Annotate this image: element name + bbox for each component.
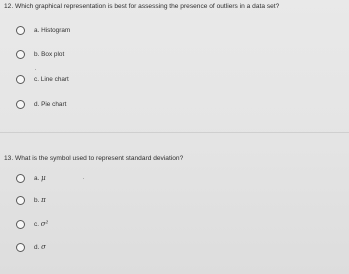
- option-label: d. Pie chart: [34, 100, 67, 108]
- question-number: 12.: [4, 3, 14, 10]
- radio-button[interactable]: [16, 75, 25, 84]
- option-label: b. Box plot: [34, 50, 65, 58]
- radio-button[interactable]: [16, 174, 25, 183]
- option-label: d. σ: [34, 243, 46, 251]
- question-divider: [0, 132, 349, 133]
- option-label: b. π: [34, 196, 46, 204]
- radio-button[interactable]: [16, 196, 25, 205]
- option-q12-b[interactable]: [16, 48, 216, 60]
- option-q13-b[interactable]: [16, 194, 216, 206]
- scan-speck: [35, 69, 36, 70]
- question-12: [4, 3, 279, 11]
- question-number: 13.: [4, 155, 14, 162]
- option-label: c. Line chart: [34, 75, 69, 83]
- option-q12-a[interactable]: [16, 24, 216, 36]
- radio-button[interactable]: [16, 26, 25, 35]
- question-text: Which graphical representation is best for assessing the presence of outliers in a data set?: [15, 3, 280, 10]
- option-q13-d[interactable]: [16, 241, 216, 253]
- scan-speck: [83, 178, 84, 179]
- radio-button[interactable]: [16, 220, 25, 229]
- radio-button[interactable]: [16, 100, 25, 109]
- option-q12-c[interactable]: [16, 73, 216, 85]
- option-label: c. σ²: [34, 220, 49, 228]
- option-q12-d[interactable]: [16, 98, 216, 110]
- radio-button[interactable]: [16, 50, 25, 59]
- radio-button[interactable]: [16, 243, 25, 252]
- option-label: a. Histogram: [34, 26, 71, 34]
- question-13: [4, 155, 183, 163]
- option-q13-a[interactable]: [16, 172, 216, 184]
- option-q13-c[interactable]: [16, 218, 216, 230]
- option-label: a. μ: [34, 174, 46, 182]
- question-text: What is the symbol used to represent standard deviation?: [15, 155, 184, 162]
